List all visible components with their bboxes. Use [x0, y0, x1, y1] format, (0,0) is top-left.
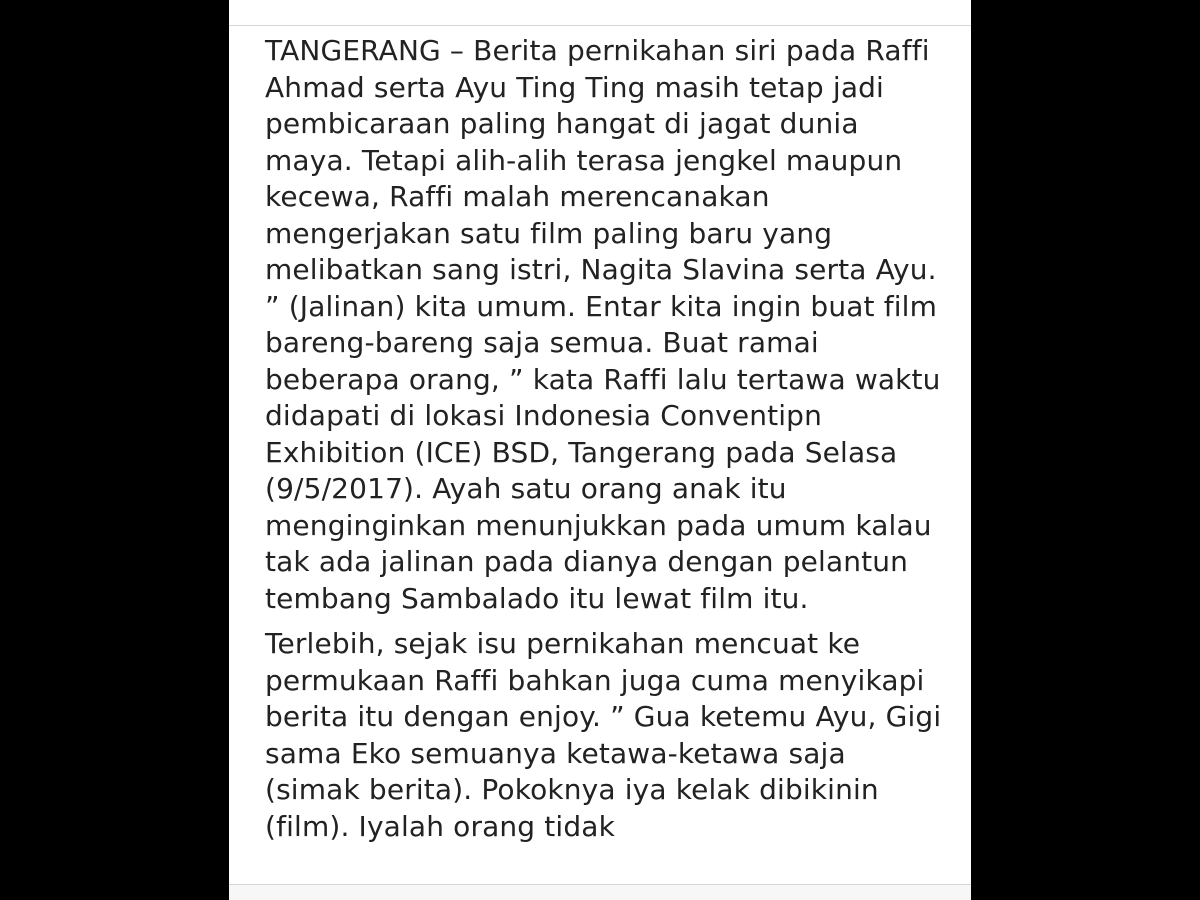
top-divider — [229, 25, 971, 26]
article-paragraph-1: TANGERANG – Berita pernikahan siri pada Raffi Ahmad serta Ayu Ting Ting masih tetap jadi pembicaraan paling hangat di jagat dunia maya. Tetapi alih-alih terasa jengkel maupun kecewa, Raffi malah merencanakan mengerjakan satu film paling baru yang melibatkan sang istri, Nagita Slavina serta Ayu. ” (Jalinan) kita umum. Entar kita ingin buat film bareng-bareng saja semua. Buat ramai beberapa orang, ” kata Raffi lalu tertawa waktu didapati di lokasi Indonesia Conventipn Exhibition (ICE) BSD, Tangerang pada Selasa (9/5/2017). Ayah satu orang anak itu menginginkan menunjukkan pada umum kalau tak ada jalinan pada dianya dengan pelantun tembang Sambalado itu lewat film itu. — [265, 34, 941, 615]
article-viewport[interactable] — [229, 0, 971, 900]
bottom-toolbar — [229, 885, 971, 900]
article-body — [265, 33, 945, 854]
article-paragraph-2: Terlebih, sejak isu pernikahan mencuat ke permukaan Raffi bahkan juga cuma menyikapi berita itu dengan enjoy. ” Gua ketemu Ayu, Gigi sama Eko semuanya ketawa-ketawa saja (simak berita). Pokoknya iya kelak dibikinin (film). Iyalah orang tidak — [265, 627, 942, 843]
